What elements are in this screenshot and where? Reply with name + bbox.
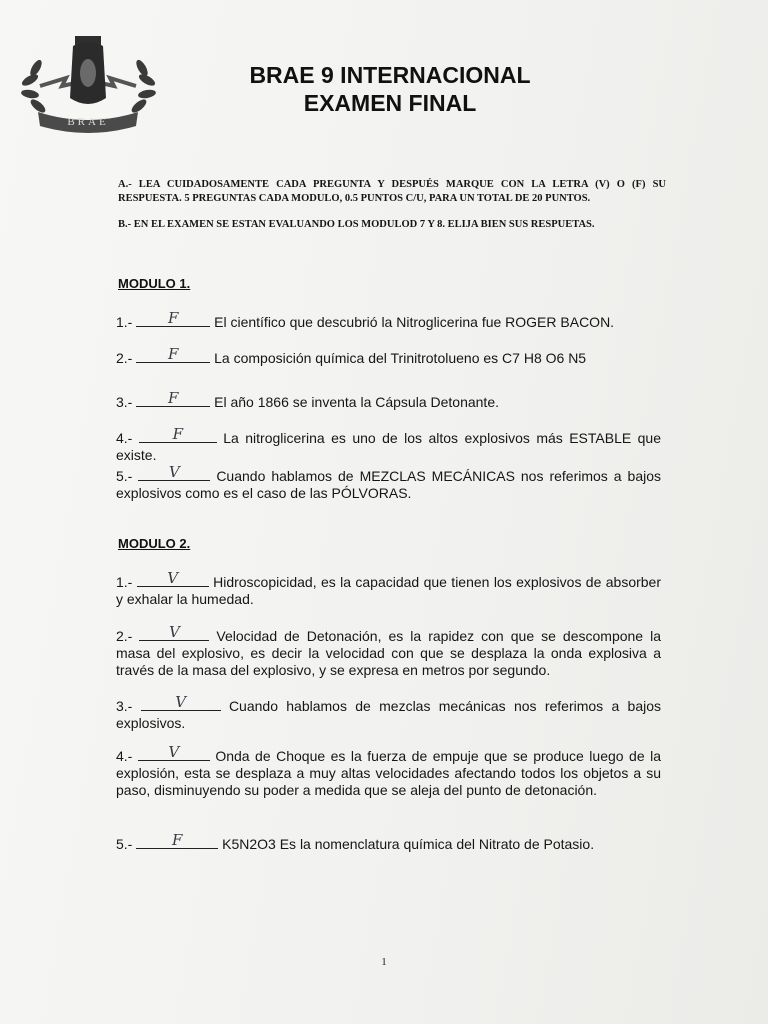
question-number: 4.- <box>116 430 133 446</box>
answer-blank[interactable] <box>137 569 209 587</box>
question-text: Hidroscopicidad, es la capacidad que tienen los explosivos de absorber y exhalar la humedad. <box>116 574 662 607</box>
question-m2-4 <box>116 743 661 799</box>
answer-mark: V <box>168 623 180 641</box>
answer-blank[interactable] <box>136 389 210 407</box>
question-m1-1 <box>116 309 661 331</box>
question-m1-3 <box>116 389 661 411</box>
question-text: Cuando hablamos de MEZCLAS MECÁNICAS nos referimos a bajos explosivos como es el caso de las PÓLVORAS. <box>116 468 662 501</box>
question-m1-2 <box>116 345 661 367</box>
question-number: 1.- <box>116 574 133 590</box>
instruction-b: B.- EN EL EXAMEN SE ESTAN EVALUANDO LOS MODULOD 7 Y 8. ELIJA BIEN SUS RESPUETAS. <box>118 219 595 230</box>
brae-emblem-logo <box>18 28 158 134</box>
answer-mark: F <box>172 425 183 443</box>
question-number: 2.- <box>116 350 133 366</box>
answer-blank[interactable] <box>141 693 221 711</box>
answer-blank[interactable] <box>136 345 210 363</box>
exam-title: BRAE 9 INTERNACIONAL <box>249 62 531 88</box>
page-number: 1 <box>381 956 387 968</box>
question-m2-2 <box>116 623 662 679</box>
answer-mark: F <box>168 309 179 327</box>
exam-subtitle: EXAMEN FINAL <box>303 90 477 116</box>
question-text: La composición química del Trinitrotolueno es C7 H8 O6 N5 <box>214 350 587 366</box>
logo-banner-text: BRAE <box>67 116 109 128</box>
question-number: 5.- <box>116 836 133 852</box>
answer-mark: F <box>168 389 179 407</box>
question-number: 2.- <box>116 628 133 644</box>
question-text: Onda de Choque es la fuerza de empuje que se produce luego de la explosión, esta se desplaza a muy altas velocidades afectando todos los objetos a su paso, disminuyendo su poder a medida que se aleja del punto de detonación. <box>116 748 661 798</box>
question-text: El año 1866 se inventa la Cápsula Detonante. <box>214 394 499 410</box>
answer-blank[interactable] <box>138 743 210 761</box>
question-number: 5.- <box>116 468 133 484</box>
answer-blank[interactable] <box>136 831 218 849</box>
answer-mark: V <box>168 743 180 761</box>
question-number: 1.- <box>116 314 133 330</box>
answer-blank[interactable] <box>136 309 210 327</box>
answer-blank[interactable] <box>139 623 209 641</box>
answer-mark: V <box>168 463 180 481</box>
answer-mark: F <box>168 345 179 363</box>
answer-blank[interactable] <box>138 463 210 481</box>
module-2-heading: MODULO 2. <box>118 536 191 551</box>
answer-blank[interactable] <box>139 425 217 443</box>
question-m1-5 <box>116 463 662 502</box>
answer-mark: F <box>172 831 183 849</box>
question-text: El científico que descubrió la Nitroglicerina fue ROGER BACON. <box>214 314 615 330</box>
instruction-a: A.- LEA CUIDADOSAMENTE CADA PREGUNTA Y DESPUÉS MARQUE CON LA LETRA (V) O (F) SU RESPUESTA. 5 PREGUNTAS CADA MODULO, 0.5 PUNTOS C/U, PARA UN TOTAL DE 20 PUNTOS. <box>118 179 666 204</box>
question-number: 3.- <box>116 698 133 714</box>
question-number: 3.- <box>116 394 133 410</box>
question-m2-3 <box>116 693 662 732</box>
question-m2-5 <box>116 831 661 853</box>
question-m2-1 <box>116 569 662 608</box>
question-text: Cuando hablamos de mezclas mecánicas nos referimos a bajos explosivos. <box>116 698 662 731</box>
question-text: Velocidad de Detonación, es la rapidez con que se descompone la masa del explosivo, es decir la velocidad con que se desplaza la onda explosiva a través de la masa del explosivo, y se expresa en metros por segundo. <box>116 628 662 678</box>
question-text: K5N2O3 Es la nomenclatura química del Nitrato de Potasio. <box>222 836 595 852</box>
module-1-heading: MODULO 1. <box>118 276 191 291</box>
question-number: 4.- <box>116 748 133 764</box>
answer-mark: V <box>167 569 179 587</box>
answer-mark: V <box>175 693 187 711</box>
question-text: La nitroglicerina es uno de los altos explosivos más ESTABLE que existe. <box>116 430 662 463</box>
question-m1-4 <box>116 425 662 464</box>
